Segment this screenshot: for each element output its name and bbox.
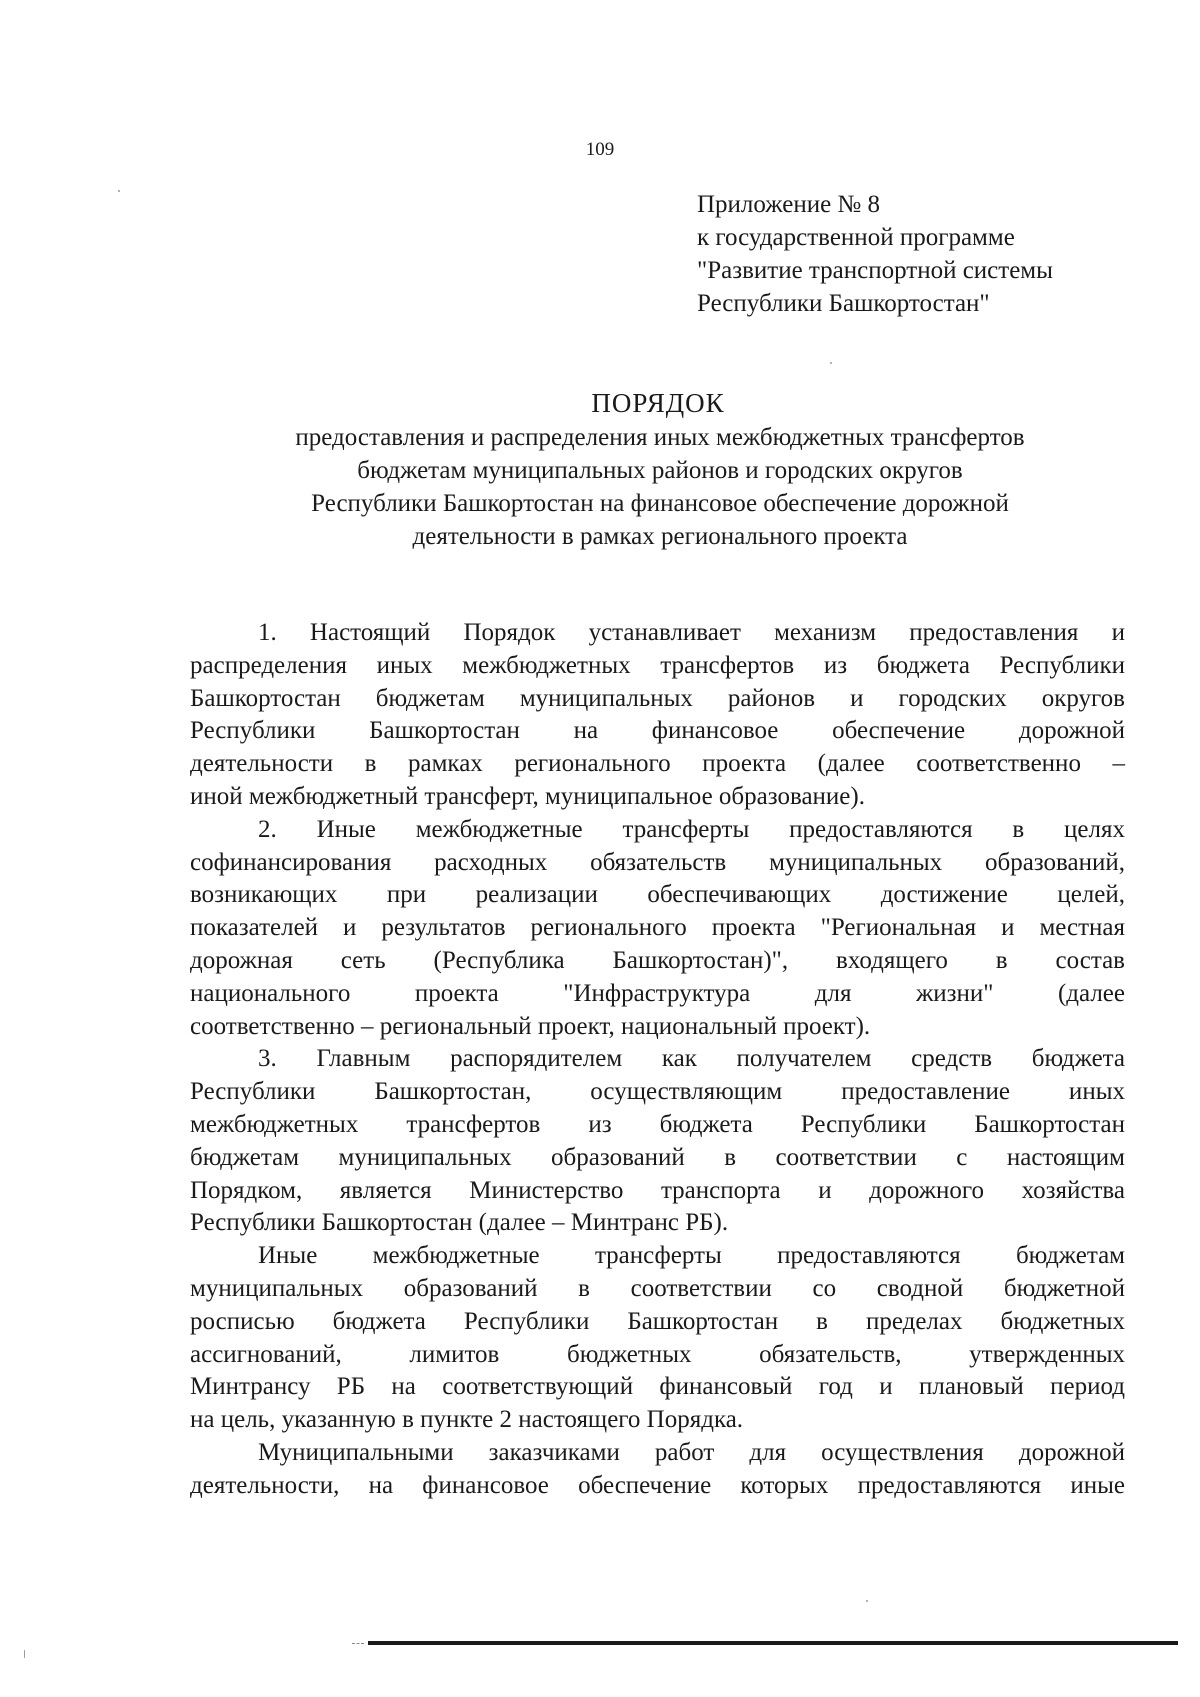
body-line: 3. Главным распорядителем как получателем средств бюджета xyxy=(258,1045,1125,1073)
subtitle-line: Республики Башкортостан на финансовое обеспечение дорожной xyxy=(311,490,1009,517)
body-line: росписью бюджета Республики Башкортостан в пределах бюджетных xyxy=(190,1307,1125,1335)
subtitle-line: предоставления и распределения иных межбюджетных трансфертов xyxy=(295,424,1025,451)
body-line: возникающих при реализации обеспечивающих достижение целей, xyxy=(190,881,1125,909)
scan-speck xyxy=(118,190,120,192)
body-line: распределения иных межбюджетных трансфертов из бюджета Республики xyxy=(190,651,1125,679)
body-line: Порядком, является Министерство транспорта и дорожного хозяйства xyxy=(190,1176,1125,1204)
body-line: 1. Настоящий Порядок устанавливает механизм предоставления и xyxy=(258,619,1125,646)
footer-rule-dash xyxy=(352,1643,364,1645)
appendix-line: Республики Башкортостан" xyxy=(697,290,990,317)
body-line: Республики Башкортостан на финансовое обеспечение дорожной xyxy=(190,717,1125,745)
body-line: национального проекта "Инфраструктура для жизни" (далее xyxy=(190,979,1125,1007)
appendix-line: Приложение № 8 xyxy=(697,191,881,218)
page-number: 109 xyxy=(585,139,615,160)
body-line: деятельности, на финансовое обеспечение которых предоставляются иные xyxy=(190,1471,1125,1499)
body-line: Башкортостан бюджетам муниципальных районов и городских округов xyxy=(190,684,1125,712)
appendix-block xyxy=(697,188,1053,320)
body-line: иной межбюджетный трансферт, муниципальное образование). xyxy=(190,782,865,810)
subtitle-line: деятельности в рамках регионального проекта xyxy=(412,523,908,550)
document-subtitle xyxy=(190,421,1130,553)
body-line: Иные межбюджетные трансферты предоставляются бюджетам xyxy=(258,1242,1125,1270)
subtitle-line: бюджетам муниципальных районов и городских округов xyxy=(357,457,963,484)
body-line: деятельности в рамках регионального проекта (далее соответственно – xyxy=(190,750,1125,778)
body-line: соответственно – региональный проект, национальный проект). xyxy=(190,1012,871,1040)
footer-rule xyxy=(368,1641,1178,1645)
scan-speck xyxy=(866,1600,868,1602)
appendix-line: к государственной программе xyxy=(697,224,1015,251)
body-line: Минтрансу РБ на соответствующий финансовый год и плановый период xyxy=(190,1373,1125,1401)
body-line: софинансирования расходных обязательств муниципальных образований, xyxy=(190,848,1125,876)
scan-speck xyxy=(830,362,832,364)
document-title: ПОРЯДОК xyxy=(591,388,725,418)
body-line: 2. Иные межбюджетные трансферты предоставляются в целях xyxy=(258,815,1125,843)
body-line: показателей и результатов регионального проекта "Региональная и местная xyxy=(190,914,1125,942)
scan-speck xyxy=(24,1650,25,1658)
body-line: межбюджетных трансфертов из бюджета Республики Башкортостан xyxy=(190,1110,1125,1138)
body-line: ассигнований, лимитов бюджетных обязательств, утвержденных xyxy=(190,1340,1125,1368)
body-line: Муниципальными заказчиками работ для осуществления дорожной xyxy=(258,1438,1125,1466)
body-line: Республики Башкортостан (далее – Минтранс РБ). xyxy=(190,1209,729,1237)
body-line: на цель, указанную в пункте 2 настоящего Порядка. xyxy=(190,1406,744,1434)
body-line: дорожная сеть (Республика Башкортостан)", входящего в состав xyxy=(190,946,1125,974)
body-text xyxy=(190,617,1125,1503)
body-line: муниципальных образований в соответствии со сводной бюджетной xyxy=(190,1274,1125,1302)
appendix-line: "Развитие транспортной системы xyxy=(697,257,1053,284)
body-line: бюджетам муниципальных образований в соответствии с настоящим xyxy=(190,1143,1125,1171)
body-line: Республики Башкортостан, осуществляющим предоставление иных xyxy=(190,1078,1125,1106)
